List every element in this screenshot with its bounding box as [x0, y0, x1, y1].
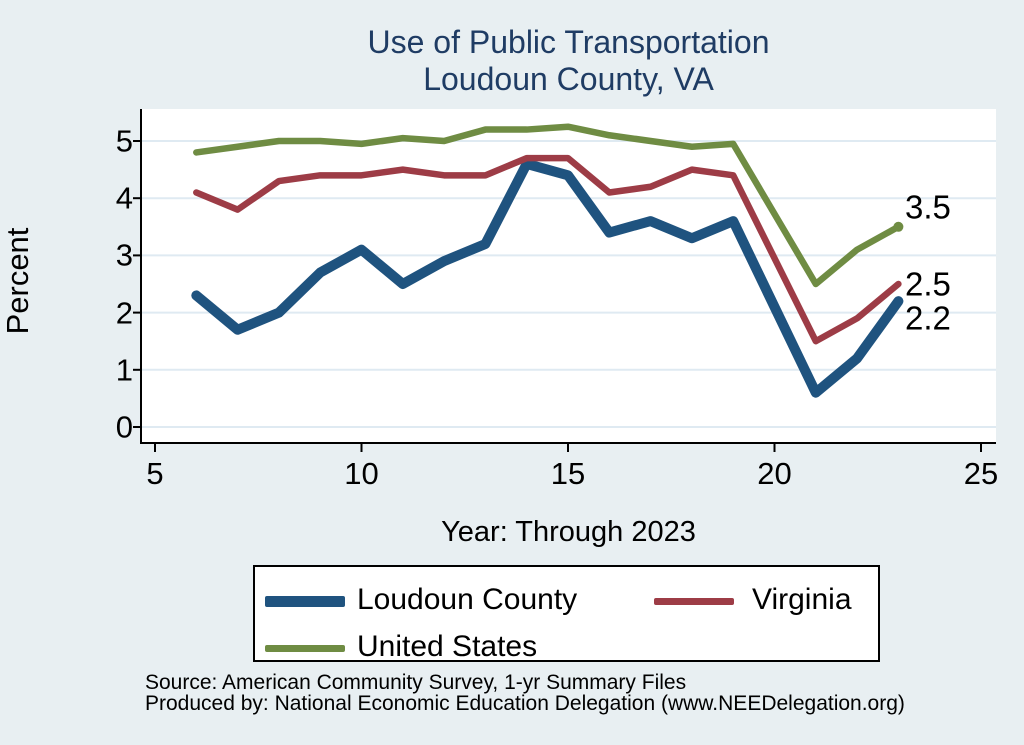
x-tick-label-25: 25 [963, 456, 999, 491]
source-note: Source: American Community Survey, 1-yr Summary Files [145, 671, 687, 694]
y-tick-label-4: 4 [115, 180, 133, 216]
y-tick-label-1: 1 [115, 352, 133, 388]
y-tick-label-5: 5 [115, 123, 133, 159]
x-tick-label-5: 5 [146, 456, 164, 491]
y-tick-label-2: 2 [115, 295, 133, 331]
y-tick-label-3: 3 [115, 237, 133, 273]
y-tick-label-0: 0 [115, 409, 133, 445]
legend-swatch-united-states [265, 645, 345, 652]
legend-label-united-states: United States [357, 630, 538, 663]
x-tick-label-15: 15 [550, 456, 586, 491]
end-label-virginia: 2.5 [905, 265, 951, 303]
y-axis-title: Percent [0, 227, 35, 335]
chart-title-line1: Use of Public Transportation [367, 24, 770, 60]
end-label-loudoun-county: 2.2 [905, 299, 951, 337]
x-axis-title: Year: Through 2023 [441, 516, 696, 548]
chart-title-line2: Loudoun County, VA [423, 61, 714, 97]
legend-label-virginia: Virginia [752, 583, 852, 616]
end-label-united-states: 3.5 [905, 188, 951, 226]
producer-note: Produced by: National Economic Education Delegation (www.NEEDelegation.org) [145, 692, 905, 715]
legend-swatch-virginia [654, 598, 734, 605]
series-end-marker-united-states [893, 222, 903, 232]
legend-label-loudoun-county: Loudoun County [357, 583, 578, 616]
legend [253, 565, 880, 662]
legend-swatch-loudoun-county [265, 596, 345, 607]
x-tick-label-20: 20 [757, 456, 792, 491]
x-tick-label-10: 10 [344, 456, 379, 491]
